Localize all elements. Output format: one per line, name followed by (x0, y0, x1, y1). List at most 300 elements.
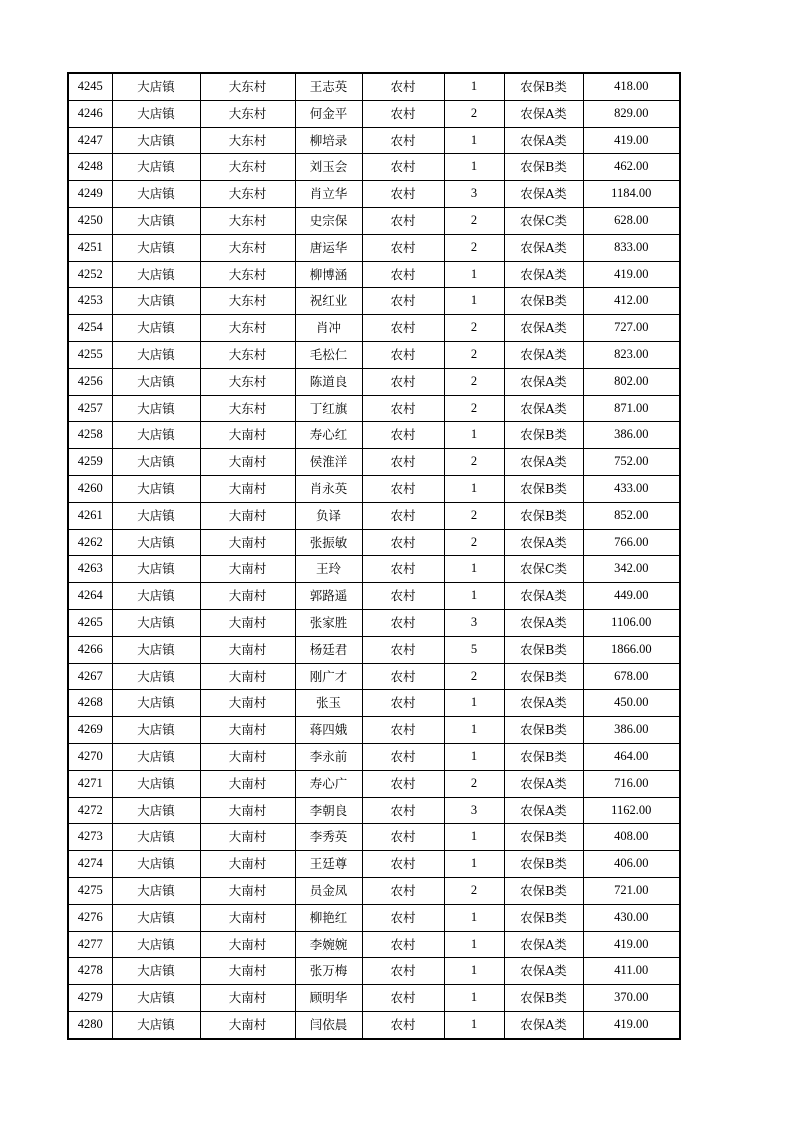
table-row (68, 931, 680, 958)
town-cell: 大店镇 (112, 583, 200, 610)
amount-cell: 721.00 (583, 877, 680, 904)
household-count-cell: 1 (444, 127, 504, 154)
row-number-cell: 4247 (68, 127, 112, 154)
area-type-cell: 农村 (362, 717, 444, 744)
name-cell: 王玲 (295, 556, 362, 583)
town-cell: 大店镇 (112, 904, 200, 931)
area-type-cell: 农村 (362, 583, 444, 610)
row-number-cell: 4276 (68, 904, 112, 931)
amount-cell: 1866.00 (583, 636, 680, 663)
category-cell: 农保A类 (504, 931, 583, 958)
category-cell: 农保A类 (504, 127, 583, 154)
amount-cell: 628.00 (583, 207, 680, 234)
table-row (68, 583, 680, 610)
town-cell: 大店镇 (112, 368, 200, 395)
table-row (68, 851, 680, 878)
area-type-cell: 农村 (362, 663, 444, 690)
area-type-cell: 农村 (362, 422, 444, 449)
row-number-cell: 4267 (68, 663, 112, 690)
name-cell: 顾明华 (295, 985, 362, 1012)
household-count-cell: 1 (444, 985, 504, 1012)
table-row (68, 904, 680, 931)
table-row (68, 181, 680, 208)
amount-cell: 450.00 (583, 690, 680, 717)
amount-cell: 833.00 (583, 234, 680, 261)
row-number-cell: 4264 (68, 583, 112, 610)
town-cell: 大店镇 (112, 717, 200, 744)
amount-cell: 342.00 (583, 556, 680, 583)
village-cell: 大南村 (200, 851, 295, 878)
amount-cell: 408.00 (583, 824, 680, 851)
amount-cell: 752.00 (583, 449, 680, 476)
name-cell: 闫依晨 (295, 1011, 362, 1038)
town-cell: 大店镇 (112, 851, 200, 878)
category-cell: 农保B类 (504, 663, 583, 690)
area-type-cell: 农村 (362, 395, 444, 422)
area-type-cell: 农村 (362, 743, 444, 770)
household-count-cell: 2 (444, 100, 504, 127)
household-count-cell: 2 (444, 341, 504, 368)
row-number-cell: 4269 (68, 717, 112, 744)
table-row (68, 824, 680, 851)
name-cell: 柳培录 (295, 127, 362, 154)
area-type-cell: 农村 (362, 797, 444, 824)
amount-cell: 419.00 (583, 1011, 680, 1038)
category-cell: 农保A类 (504, 690, 583, 717)
town-cell: 大店镇 (112, 181, 200, 208)
row-number-cell: 4275 (68, 877, 112, 904)
category-cell: 农保B类 (504, 717, 583, 744)
village-cell: 大东村 (200, 181, 295, 208)
name-cell: 肖永英 (295, 475, 362, 502)
household-count-cell: 1 (444, 288, 504, 315)
area-type-cell: 农村 (362, 288, 444, 315)
household-count-cell: 3 (444, 797, 504, 824)
name-cell: 何金平 (295, 100, 362, 127)
name-cell: 王廷尊 (295, 851, 362, 878)
name-cell: 张家胜 (295, 609, 362, 636)
area-type-cell: 农村 (362, 770, 444, 797)
area-type-cell: 农村 (362, 877, 444, 904)
category-cell: 农保B类 (504, 288, 583, 315)
village-cell: 大东村 (200, 154, 295, 181)
town-cell: 大店镇 (112, 985, 200, 1012)
amount-cell: 386.00 (583, 717, 680, 744)
row-number-cell: 4261 (68, 502, 112, 529)
amount-cell: 449.00 (583, 583, 680, 610)
household-count-cell: 5 (444, 636, 504, 663)
area-type-cell: 农村 (362, 154, 444, 181)
area-type-cell: 农村 (362, 985, 444, 1012)
village-cell: 大东村 (200, 127, 295, 154)
table-row (68, 234, 680, 261)
area-type-cell: 农村 (362, 904, 444, 931)
area-type-cell: 农村 (362, 127, 444, 154)
category-cell: 农保A类 (504, 770, 583, 797)
category-cell: 农保C类 (504, 207, 583, 234)
name-cell: 李秀英 (295, 824, 362, 851)
household-count-cell: 1 (444, 851, 504, 878)
household-count-cell: 1 (444, 261, 504, 288)
row-number-cell: 4279 (68, 985, 112, 1012)
name-cell: 祝红业 (295, 288, 362, 315)
town-cell: 大店镇 (112, 663, 200, 690)
village-cell: 大南村 (200, 717, 295, 744)
village-cell: 大南村 (200, 690, 295, 717)
name-cell: 员金凤 (295, 877, 362, 904)
village-cell: 大东村 (200, 100, 295, 127)
village-cell: 大东村 (200, 261, 295, 288)
area-type-cell: 农村 (362, 529, 444, 556)
name-cell: 侯淮洋 (295, 449, 362, 476)
town-cell: 大店镇 (112, 449, 200, 476)
area-type-cell: 农村 (362, 100, 444, 127)
table-row (68, 368, 680, 395)
village-cell: 大南村 (200, 422, 295, 449)
village-cell: 大东村 (200, 288, 295, 315)
name-cell: 寿心广 (295, 770, 362, 797)
row-number-cell: 4253 (68, 288, 112, 315)
name-cell: 李婉婉 (295, 931, 362, 958)
village-cell: 大南村 (200, 663, 295, 690)
name-cell: 史宗保 (295, 207, 362, 234)
category-cell: 农保A类 (504, 609, 583, 636)
name-cell: 张万梅 (295, 958, 362, 985)
town-cell: 大店镇 (112, 502, 200, 529)
category-cell: 农保B类 (504, 851, 583, 878)
household-count-cell: 1 (444, 475, 504, 502)
row-number-cell: 4248 (68, 154, 112, 181)
town-cell: 大店镇 (112, 261, 200, 288)
row-number-cell: 4255 (68, 341, 112, 368)
household-count-cell: 1 (444, 824, 504, 851)
household-count-cell: 2 (444, 207, 504, 234)
name-cell: 蒋四娥 (295, 717, 362, 744)
village-cell: 大南村 (200, 958, 295, 985)
row-number-cell: 4249 (68, 181, 112, 208)
village-cell: 大南村 (200, 797, 295, 824)
amount-cell: 386.00 (583, 422, 680, 449)
category-cell: 农保A类 (504, 315, 583, 342)
amount-cell: 370.00 (583, 985, 680, 1012)
category-cell: 农保A类 (504, 1011, 583, 1038)
name-cell: 寿心红 (295, 422, 362, 449)
household-count-cell: 2 (444, 315, 504, 342)
category-cell: 农保A类 (504, 100, 583, 127)
area-type-cell: 农村 (362, 824, 444, 851)
table-row (68, 877, 680, 904)
area-type-cell: 农村 (362, 1011, 444, 1038)
amount-cell: 419.00 (583, 931, 680, 958)
row-number-cell: 4260 (68, 475, 112, 502)
data-table (67, 72, 681, 1040)
table-row (68, 797, 680, 824)
area-type-cell: 农村 (362, 207, 444, 234)
category-cell: 农保B类 (504, 475, 583, 502)
household-count-cell: 1 (444, 73, 504, 100)
table-row (68, 985, 680, 1012)
household-count-cell: 1 (444, 422, 504, 449)
village-cell: 大南村 (200, 583, 295, 610)
amount-cell: 418.00 (583, 73, 680, 100)
category-cell: 农保B类 (504, 73, 583, 100)
name-cell: 张玉 (295, 690, 362, 717)
table-row (68, 717, 680, 744)
name-cell: 柳艳红 (295, 904, 362, 931)
household-count-cell: 1 (444, 931, 504, 958)
row-number-cell: 4263 (68, 556, 112, 583)
name-cell: 柳博涵 (295, 261, 362, 288)
amount-cell: 1106.00 (583, 609, 680, 636)
town-cell: 大店镇 (112, 234, 200, 261)
name-cell: 刘玉会 (295, 154, 362, 181)
name-cell: 肖冲 (295, 315, 362, 342)
name-cell: 刚广才 (295, 663, 362, 690)
village-cell: 大东村 (200, 315, 295, 342)
table-row (68, 529, 680, 556)
town-cell: 大店镇 (112, 73, 200, 100)
category-cell: 农保A类 (504, 368, 583, 395)
category-cell: 农保B类 (504, 636, 583, 663)
area-type-cell: 农村 (362, 261, 444, 288)
village-cell: 大南村 (200, 931, 295, 958)
area-type-cell: 农村 (362, 234, 444, 261)
category-cell: 农保A类 (504, 261, 583, 288)
household-count-cell: 1 (444, 958, 504, 985)
village-cell: 大南村 (200, 636, 295, 663)
amount-cell: 716.00 (583, 770, 680, 797)
category-cell: 农保C类 (504, 556, 583, 583)
area-type-cell: 农村 (362, 690, 444, 717)
area-type-cell: 农村 (362, 181, 444, 208)
name-cell: 唐运华 (295, 234, 362, 261)
category-cell: 农保B类 (504, 422, 583, 449)
name-cell: 杨廷君 (295, 636, 362, 663)
village-cell: 大东村 (200, 234, 295, 261)
row-number-cell: 4258 (68, 422, 112, 449)
village-cell: 大东村 (200, 341, 295, 368)
table-row (68, 449, 680, 476)
category-cell: 农保B类 (504, 904, 583, 931)
category-cell: 农保A类 (504, 958, 583, 985)
amount-cell: 411.00 (583, 958, 680, 985)
amount-cell: 464.00 (583, 743, 680, 770)
town-cell: 大店镇 (112, 690, 200, 717)
area-type-cell: 农村 (362, 368, 444, 395)
household-count-cell: 1 (444, 743, 504, 770)
row-number-cell: 4251 (68, 234, 112, 261)
amount-cell: 412.00 (583, 288, 680, 315)
household-count-cell: 1 (444, 904, 504, 931)
row-number-cell: 4246 (68, 100, 112, 127)
amount-cell: 419.00 (583, 127, 680, 154)
table-row (68, 127, 680, 154)
town-cell: 大店镇 (112, 422, 200, 449)
town-cell: 大店镇 (112, 743, 200, 770)
row-number-cell: 4268 (68, 690, 112, 717)
town-cell: 大店镇 (112, 636, 200, 663)
town-cell: 大店镇 (112, 475, 200, 502)
town-cell: 大店镇 (112, 529, 200, 556)
name-cell: 李朝良 (295, 797, 362, 824)
amount-cell: 766.00 (583, 529, 680, 556)
table-row (68, 288, 680, 315)
table-row (68, 261, 680, 288)
row-number-cell: 4250 (68, 207, 112, 234)
area-type-cell: 农村 (362, 609, 444, 636)
table-body (68, 73, 680, 1039)
name-cell: 陈道良 (295, 368, 362, 395)
town-cell: 大店镇 (112, 1011, 200, 1038)
amount-cell: 727.00 (583, 315, 680, 342)
row-number-cell: 4266 (68, 636, 112, 663)
table-row (68, 154, 680, 181)
amount-cell: 852.00 (583, 502, 680, 529)
area-type-cell: 农村 (362, 73, 444, 100)
town-cell: 大店镇 (112, 315, 200, 342)
town-cell: 大店镇 (112, 824, 200, 851)
table-row (68, 341, 680, 368)
area-type-cell: 农村 (362, 341, 444, 368)
amount-cell: 419.00 (583, 261, 680, 288)
table-row (68, 422, 680, 449)
row-number-cell: 4254 (68, 315, 112, 342)
row-number-cell: 4280 (68, 1011, 112, 1038)
village-cell: 大南村 (200, 556, 295, 583)
table-row (68, 315, 680, 342)
row-number-cell: 4272 (68, 797, 112, 824)
table-row (68, 958, 680, 985)
town-cell: 大店镇 (112, 931, 200, 958)
row-number-cell: 4252 (68, 261, 112, 288)
area-type-cell: 农村 (362, 931, 444, 958)
village-cell: 大东村 (200, 207, 295, 234)
category-cell: 农保B类 (504, 824, 583, 851)
category-cell: 农保B类 (504, 502, 583, 529)
household-count-cell: 2 (444, 449, 504, 476)
amount-cell: 1184.00 (583, 181, 680, 208)
household-count-cell: 1 (444, 154, 504, 181)
row-number-cell: 4256 (68, 368, 112, 395)
village-cell: 大东村 (200, 395, 295, 422)
table-row (68, 609, 680, 636)
amount-cell: 871.00 (583, 395, 680, 422)
village-cell: 大南村 (200, 449, 295, 476)
category-cell: 农保A类 (504, 449, 583, 476)
area-type-cell: 农村 (362, 315, 444, 342)
household-count-cell: 2 (444, 663, 504, 690)
table-row (68, 73, 680, 100)
household-count-cell: 3 (444, 181, 504, 208)
table-row (68, 1011, 680, 1038)
row-number-cell: 4262 (68, 529, 112, 556)
table-row (68, 690, 680, 717)
amount-cell: 430.00 (583, 904, 680, 931)
village-cell: 大南村 (200, 877, 295, 904)
village-cell: 大南村 (200, 985, 295, 1012)
amount-cell: 433.00 (583, 475, 680, 502)
name-cell: 负译 (295, 502, 362, 529)
area-type-cell: 农村 (362, 449, 444, 476)
category-cell: 农保A类 (504, 181, 583, 208)
town-cell: 大店镇 (112, 770, 200, 797)
row-number-cell: 4271 (68, 770, 112, 797)
amount-cell: 406.00 (583, 851, 680, 878)
town-cell: 大店镇 (112, 341, 200, 368)
village-cell: 大南村 (200, 743, 295, 770)
category-cell: 农保A类 (504, 797, 583, 824)
table-row (68, 743, 680, 770)
amount-cell: 462.00 (583, 154, 680, 181)
category-cell: 农保A类 (504, 341, 583, 368)
household-count-cell: 1 (444, 1011, 504, 1038)
row-number-cell: 4265 (68, 609, 112, 636)
table-row (68, 100, 680, 127)
row-number-cell: 4277 (68, 931, 112, 958)
household-count-cell: 2 (444, 395, 504, 422)
name-cell: 丁红旗 (295, 395, 362, 422)
area-type-cell: 农村 (362, 502, 444, 529)
household-count-cell: 1 (444, 690, 504, 717)
household-count-cell: 3 (444, 609, 504, 636)
table-row (68, 663, 680, 690)
town-cell: 大店镇 (112, 556, 200, 583)
amount-cell: 678.00 (583, 663, 680, 690)
table-row (68, 636, 680, 663)
name-cell: 张振敏 (295, 529, 362, 556)
row-number-cell: 4274 (68, 851, 112, 878)
row-number-cell: 4278 (68, 958, 112, 985)
category-cell: 农保B类 (504, 743, 583, 770)
household-count-cell: 2 (444, 877, 504, 904)
row-number-cell: 4273 (68, 824, 112, 851)
table-row (68, 207, 680, 234)
village-cell: 大南村 (200, 824, 295, 851)
category-cell: 农保A类 (504, 234, 583, 261)
village-cell: 大南村 (200, 475, 295, 502)
table-row (68, 556, 680, 583)
name-cell: 李永前 (295, 743, 362, 770)
household-count-cell: 2 (444, 529, 504, 556)
area-type-cell: 农村 (362, 556, 444, 583)
household-count-cell: 1 (444, 583, 504, 610)
row-number-cell: 4257 (68, 395, 112, 422)
table-row (68, 475, 680, 502)
category-cell: 农保A类 (504, 583, 583, 610)
area-type-cell: 农村 (362, 636, 444, 663)
household-count-cell: 2 (444, 502, 504, 529)
town-cell: 大店镇 (112, 797, 200, 824)
village-cell: 大南村 (200, 609, 295, 636)
table-row (68, 770, 680, 797)
category-cell: 农保B类 (504, 154, 583, 181)
village-cell: 大东村 (200, 73, 295, 100)
town-cell: 大店镇 (112, 877, 200, 904)
village-cell: 大南村 (200, 904, 295, 931)
town-cell: 大店镇 (112, 288, 200, 315)
household-count-cell: 2 (444, 770, 504, 797)
town-cell: 大店镇 (112, 207, 200, 234)
category-cell: 农保A类 (504, 395, 583, 422)
household-count-cell: 2 (444, 234, 504, 261)
village-cell: 大南村 (200, 1011, 295, 1038)
household-count-cell: 1 (444, 717, 504, 744)
name-cell: 王志英 (295, 73, 362, 100)
category-cell: 农保A类 (504, 529, 583, 556)
village-cell: 大南村 (200, 529, 295, 556)
amount-cell: 802.00 (583, 368, 680, 395)
row-number-cell: 4259 (68, 449, 112, 476)
